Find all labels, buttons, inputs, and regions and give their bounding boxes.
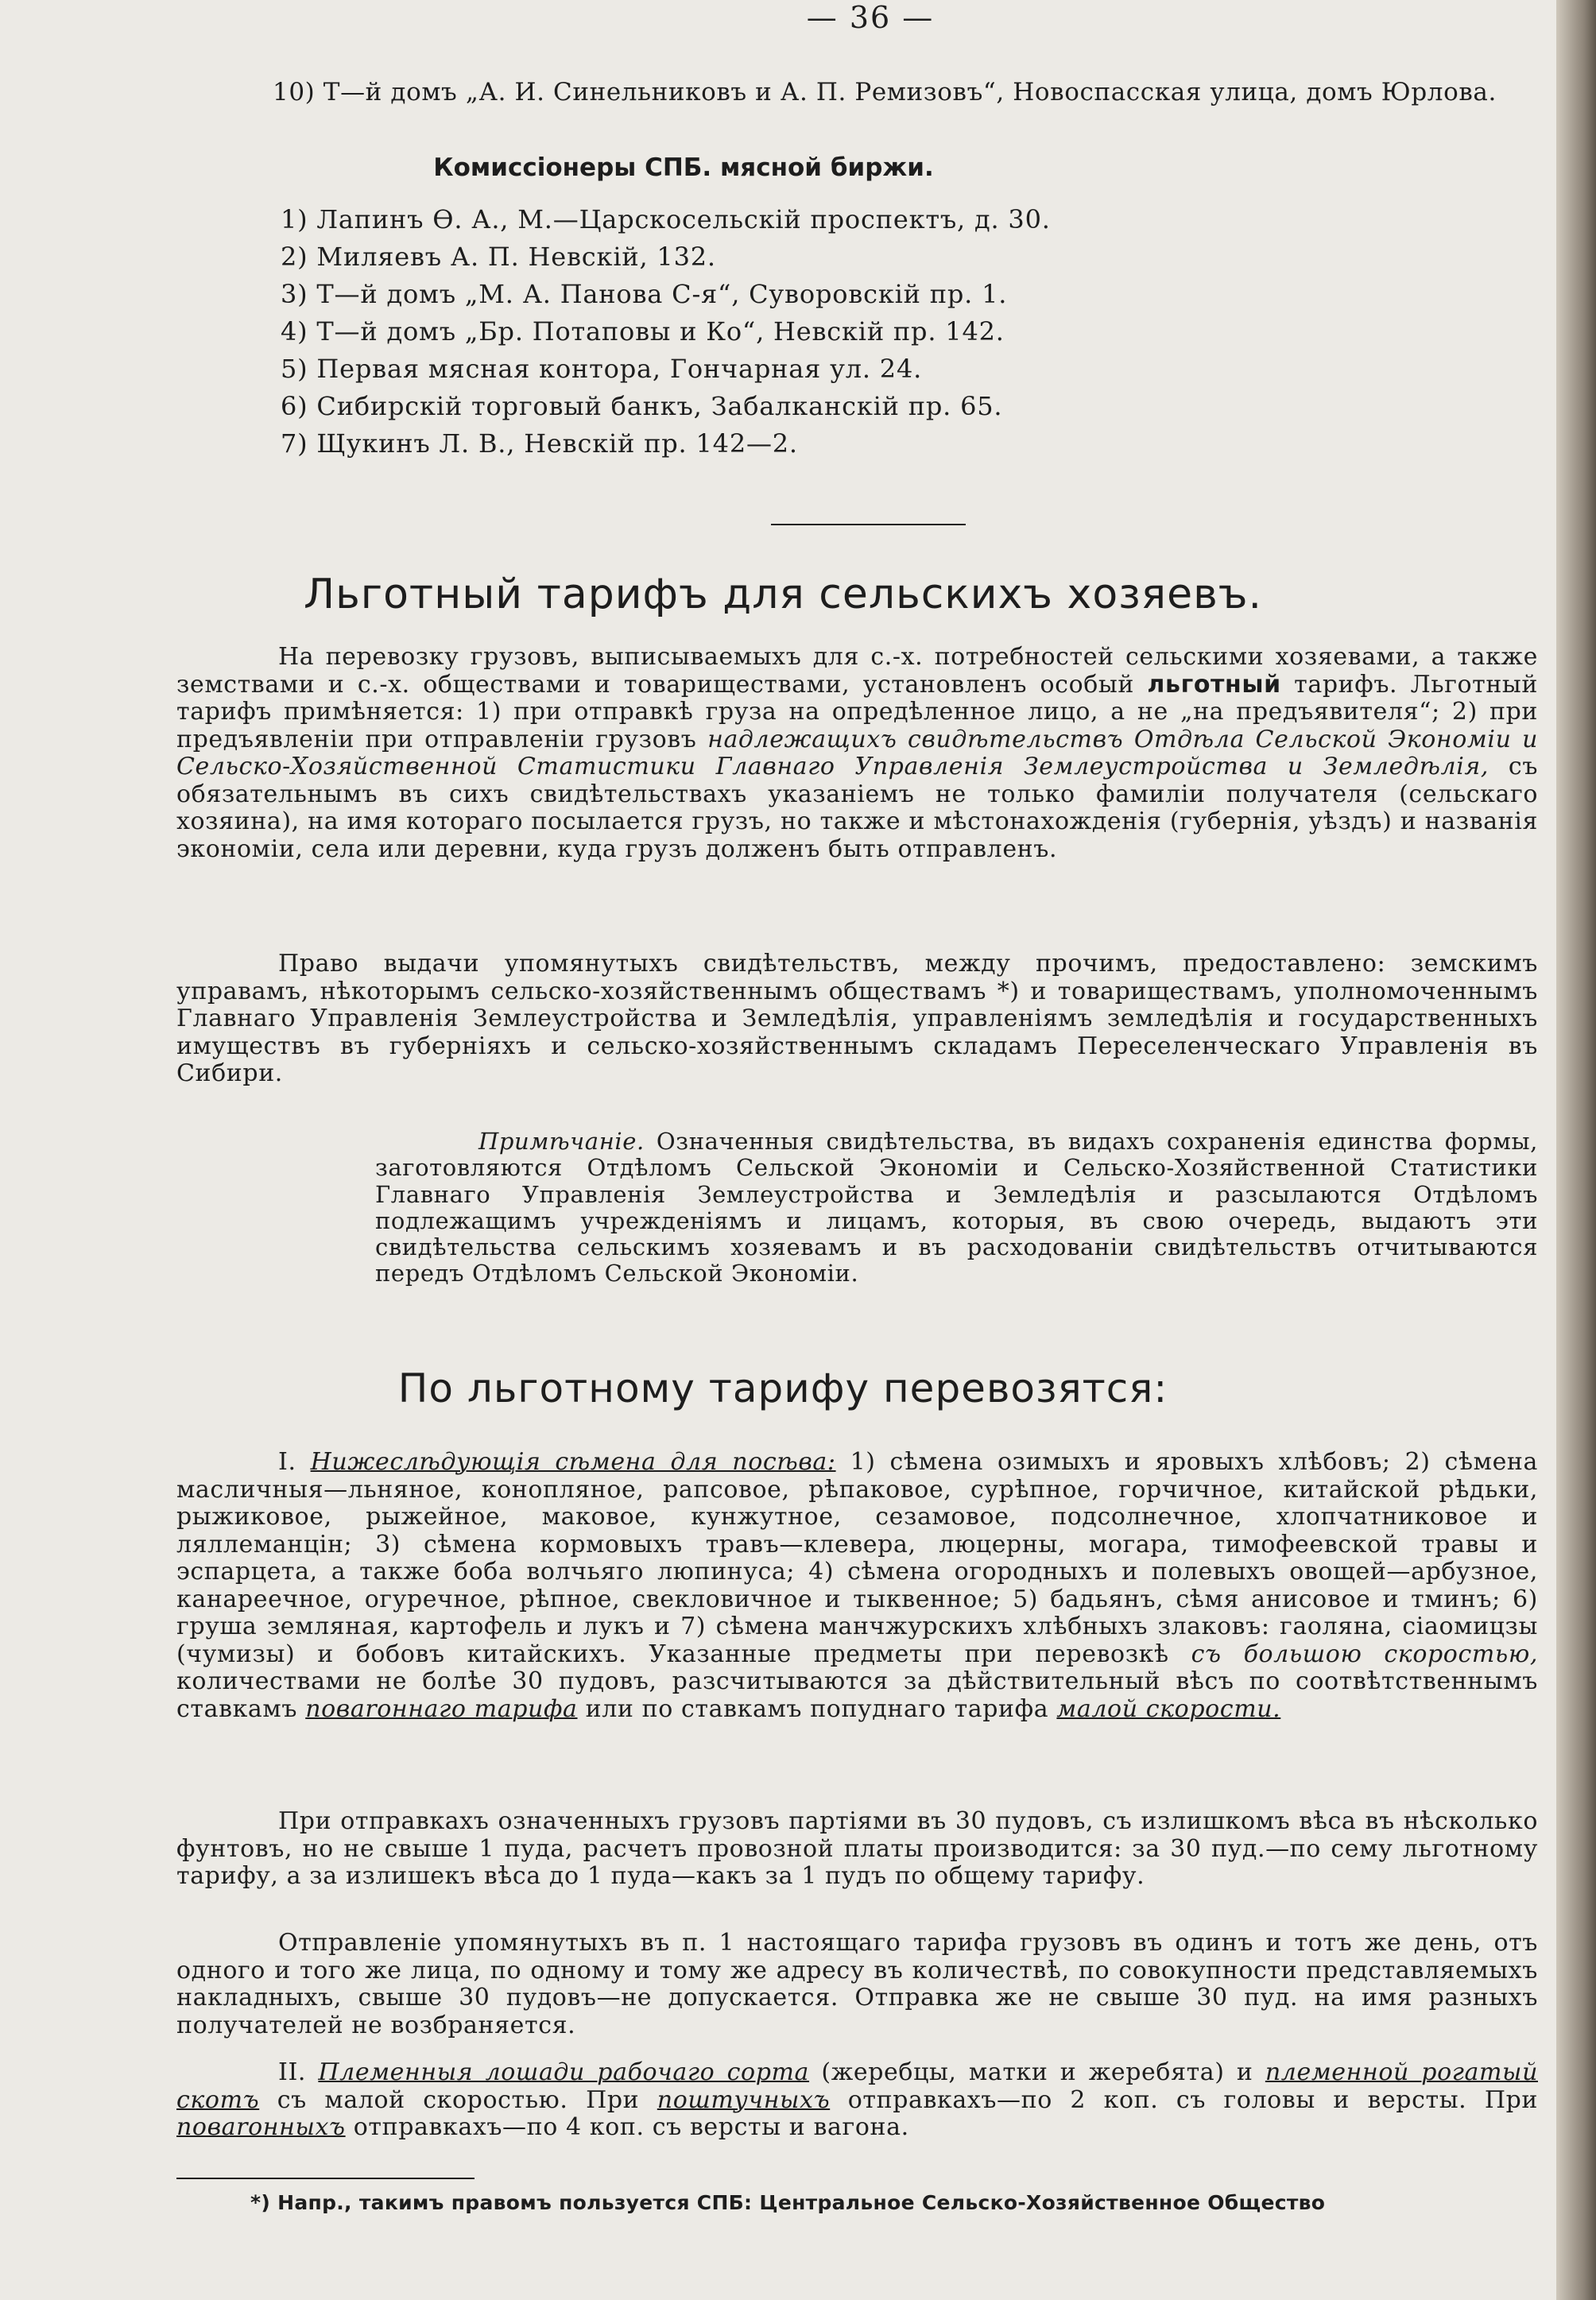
top-entry <box>155 77 1538 107</box>
list-item: 5) Первая мясная контора, Гончарная ул. 24. <box>281 354 923 384</box>
text-run: При отправкахъ означенныхъ грузовъ партіями въ 30 пудовъ, съ излишкомъ вѣса въ нѣсколько фунтовъ, но не свыше 1 пуда, расчетъ провозной платы производится: за 30 пуд.—по сему льготному тарифу, а за излишекъ вѣса до 1 пуда—какъ за 1 пудъ по общему тарифу. <box>176 1807 1538 1890</box>
list-item: 1) Лапинъ Ѳ. А., М.—Царскосельскій проспектъ, д. 30. <box>281 204 1051 234</box>
emphasis-italic: Нижеслѣдующія сѣмена для посѣва: <box>310 1448 836 1476</box>
note-text: Означенныя свидѣтельства, въ видахъ сохраненія единства формы, заготовляются Отдѣломъ Сельской Экономіи и Сельско-Хозяйственной Статистики Главнаго Управленія Землеустройства и Земледѣлія и разсылаются Отдѣломъ подлежащимъ учрежденіямъ и лицамъ, которыя, въ свою очередь, выдаютъ эти свидѣтельства сельскимъ хозяевамъ и въ расходованіи свидѣтельствъ отчитываются передъ Отдѣломъ Сельской Экономіи. <box>375 1128 1539 1287</box>
book-spine-shadow <box>1556 0 1596 2300</box>
text-run: отправкахъ—по 4 коп. съ версты и вагона. <box>353 2113 909 2141</box>
section2-paragraph-1 <box>176 1449 1538 1723</box>
text-run: отправкахъ—по 2 коп. съ головы и версты. При <box>847 2085 1539 2114</box>
list-item: 3) Т—й домъ „М. А. Панова С-я“, Суворовскій пр. 1. <box>281 279 1008 309</box>
paragraph-number: I. <box>278 1448 296 1476</box>
section1-paragraph-2 <box>176 951 1538 1088</box>
list-item: 6) Сибирскій торговый банкъ, Забалканскій пр. 65. <box>281 391 1003 421</box>
text-run: съ обязательнымъ въ сихъ свидѣтельствахъ указаніемъ не только фамиліи получателя (сельскаго хозяина), на имя котораго посылается грузъ, но также и мѣстонахожденія (губернія, уѣздъ) и названія экономіи, села или деревни, куда грузъ долженъ быть отправленъ. <box>176 753 1539 863</box>
text-run: тарифъ. Льготный тарифъ примѣняется: 1) при отправкѣ груза на опредѣленное лицо, а не „на предъявителя“; 2) при предъявленіи при отправленіи грузовъ <box>176 670 1539 753</box>
section1-paragraph-1 <box>176 644 1538 863</box>
document-page <box>155 0 1554 2300</box>
paragraph-number: II. <box>278 2058 307 2086</box>
commissioners-list <box>281 201 1051 463</box>
text-run: (жеребцы, матки и жеребята) и <box>821 2058 1253 2086</box>
section2-paragraph-2 <box>176 1808 1538 1891</box>
section-title-preferential-tariff: Льготный тарифъ для сельскихъ хозяевъ. <box>304 571 1262 618</box>
section-title-transported-goods: По льготному тарифу перевозятся: <box>397 1365 1168 1411</box>
text-run: На перевозку грузовъ, выписываемыхъ для с.-х. потребностей сельскими хозяевами, а также земствами и с.-х. обществами и товариществами, установленъ особый <box>176 643 1538 699</box>
section1-note <box>375 1129 1538 1287</box>
text-run: Право выдачи упомянутыхъ свидѣтельствъ, между прочимъ, предоставлено: земскимъ управамъ, нѣкоторымъ сельско-хозяйственнымъ обществамъ *) и товариществамъ, уполномоченнымъ Главнаго Управленія Землеустройства и Земледѣлія, управленіямъ земледѣлія и государственныхъ имуществъ въ губерніяхъ и сельско-хозяйственнымъ складамъ Переселенческаго Управленія въ Сибири. <box>176 950 1538 1087</box>
emphasis-italic: племенной рогатый скотъ <box>176 2058 1538 2114</box>
footnote: *) Напр., такимъ правомъ пользуется СПБ: Центральное Сельско-Хозяйственное Общество <box>250 2191 1326 2214</box>
page-number: — 36 — <box>806 0 935 35</box>
section2-paragraph-3 <box>176 1930 1538 2039</box>
text-run: 1) сѣмена озимыхъ и яровыхъ хлѣбовъ; 2) сѣмена масличныя—льняное, конопляное, рапсовое, рѣпаковое, сурѣпное, горчичное, китайской рѣдьки, рыжиковое, рыжейное, маковое, кунжутное, сезамовое, подсолнечное, хлопчатниковое и ляллеманцін; 3) сѣмена кормовыхъ травъ—клевера, люцерны, могара, тимофеевской травы и эспарцета, а также боба волчьяго люпинуса; 4) сѣмена огородныхъ и полевыхъ овощей—арбузное, канареечное, огуречное, рѣпное, свекловичное и тыквенное; 5) бадьянъ, сѣмя анисовое и тминъ; 6) груша земляная, картофель и лукъ и 7) сѣмена манчжурскихъ хлѣбныхъ злаковъ: гаоляна, сіаомицзы (чумизы) и бобовъ китайскихъ. Указанные предметы при перевозкѣ <box>176 1448 1538 1668</box>
commissioners-title: Комиссіонеры СПБ. мясной биржи. <box>433 153 934 182</box>
top-entry-text: 10) Т—й домъ „А. И. Синельниковъ и А. П. Ремизовъ“, Новоспасская улица, домъ Юрлова. <box>273 78 1497 106</box>
section-divider <box>771 524 966 525</box>
note-label: Примѣчаніе. <box>478 1128 645 1155</box>
list-item: 4) Т—й домъ „Бр. Потаповы и Ко“, Невскій пр. 142. <box>281 316 1005 347</box>
emphasis-bold: льготный <box>1147 670 1281 699</box>
emphasis-italic: малой скорости. <box>1056 1694 1281 1723</box>
section2-paragraph-4 <box>176 2059 1538 2142</box>
list-item: 7) Щукинъ Л. В., Невскій пр. 142—2. <box>281 428 798 459</box>
emphasis-italic: надлежащихъ свидѣтельствъ Отдѣла Сельской Экономіи и Сельско-Хозяйственной Статистики Главнаго Управленія Землеустройства и Земледѣлія, <box>176 725 1538 780</box>
emphasis-italic: поваrоннаго тарифа <box>305 1694 578 1723</box>
text-run: съ малой скоростью. При <box>277 2085 640 2114</box>
emphasis-italic: съ большою скоростью, <box>1191 1640 1538 1668</box>
text-run: количествами не болѣе 30 пудовъ, разсчитываются за дѣйствительный вѣсъ по соотвѣтственнымъ ставкамъ <box>176 1667 1538 1723</box>
list-item: 2) Миляевъ А. П. Невскій, 132. <box>281 242 716 272</box>
emphasis-italic: поваrонныхъ <box>176 2113 346 2141</box>
text-run: Отправленіе упомянутыхъ въ п. 1 настоящаго тарифа грузовъ въ одинъ и тотъ же день, отъ одного и того же лица, по одному и тому же адресу въ количествѣ, по совокупности представляемыхъ накладныхъ, свыше 30 пудовъ—не допускается. Отправка же не свыше 30 пуд. на имя разныхъ получателей не возбраняется. <box>176 1929 1538 2039</box>
text-run: или по ставкамъ попуднаго тарифа <box>585 1694 1049 1723</box>
footnote-divider <box>176 2178 475 2179</box>
emphasis-italic: поштучныхъ <box>657 2085 831 2114</box>
emphasis-italic: Племенныя лошади рабочаго сорта <box>318 2058 810 2086</box>
